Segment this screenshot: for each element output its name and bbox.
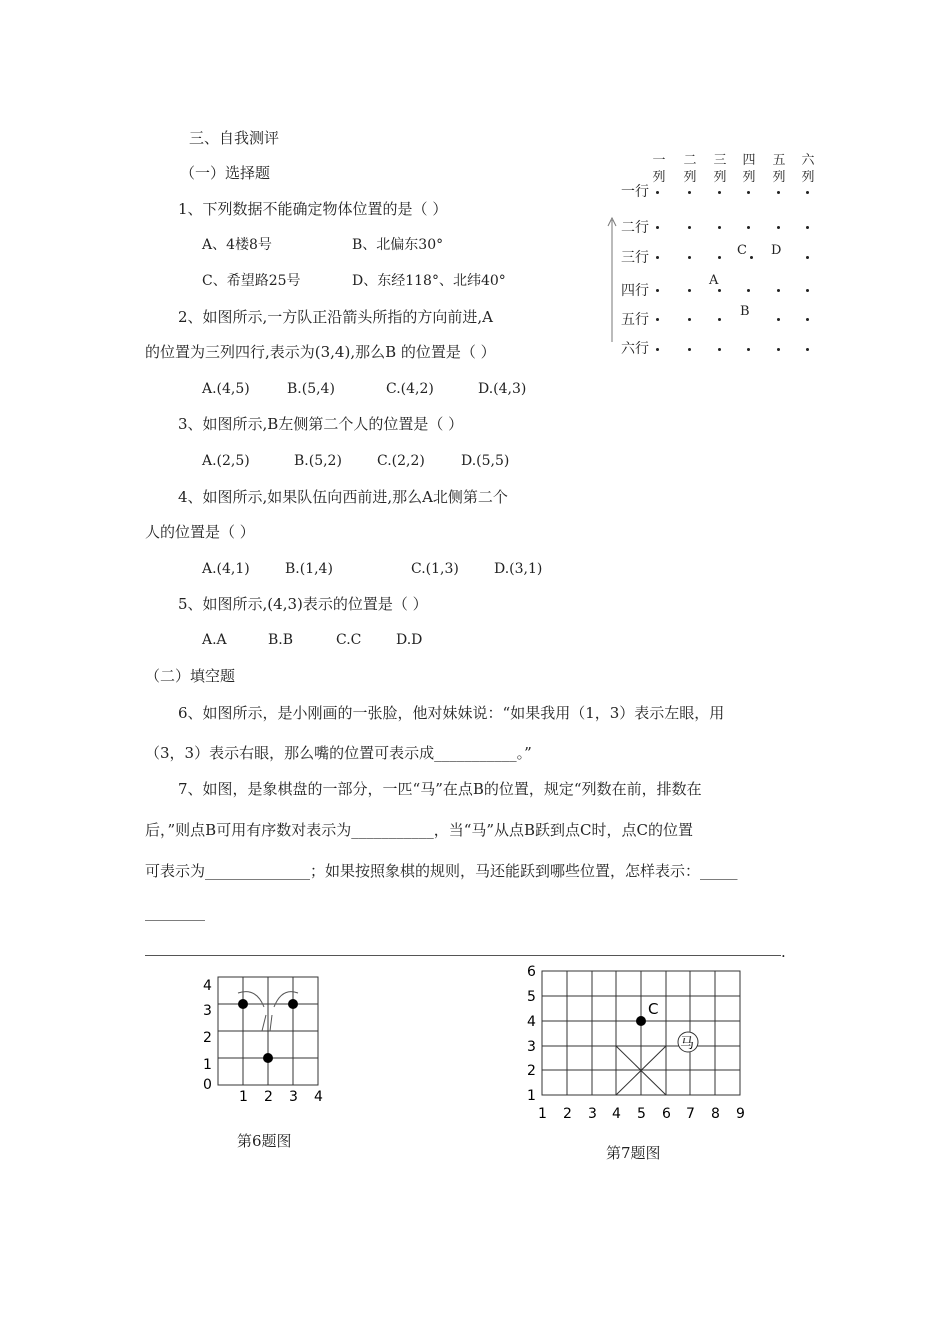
- row-label-1: 一行: [621, 184, 649, 200]
- fig7-x-tick: 9: [736, 1106, 745, 1122]
- fig6-x-tick: 3: [289, 1089, 298, 1105]
- q2-option-c: C.(4,2): [386, 381, 434, 397]
- q2-option-b: B.(5,4): [287, 381, 335, 397]
- q1-option-d: D、东经118°、北纬40°: [352, 273, 506, 289]
- q2-stem-line2: 的位置为三列四行,表示为(3,4),那么B 的位置是（ ）: [145, 343, 496, 361]
- formation-dot: [718, 318, 721, 321]
- q5-option-d: D.D: [396, 632, 423, 648]
- formation-dot: [777, 226, 780, 229]
- formation-dot: [777, 318, 780, 321]
- formation-dot: [656, 191, 659, 194]
- right-eye-point: [288, 999, 298, 1009]
- row-label-5: 五行: [621, 312, 649, 328]
- q3-option-c: C.(2,2): [377, 453, 425, 469]
- formation-dot: [718, 289, 721, 292]
- formation-dot: [718, 226, 721, 229]
- fig7-y-tick: 4: [527, 1014, 536, 1030]
- fig7-y-tick: 5: [527, 989, 536, 1005]
- column-label-5: 五 列: [772, 153, 786, 185]
- mouth-point: [263, 1053, 273, 1063]
- fig6-y-tick: 2: [203, 1030, 212, 1046]
- q1-stem: 1、下列数据不能确定物体位置的是（ ）: [178, 200, 448, 218]
- q4-stem-line2: 人的位置是（ ）: [145, 523, 255, 541]
- fig6-caption: 第6题图: [237, 1132, 292, 1150]
- fig7-x-tick: 6: [662, 1106, 671, 1122]
- part2-title: （二）填空题: [145, 667, 236, 685]
- part1-title: （一）选择题: [180, 164, 271, 182]
- q7-line2: 后，”则点B可用有序数对表示为___________，当“马”从点B跃到点C时，点C的位置: [145, 821, 694, 839]
- fig7-y-tick: 1: [527, 1088, 536, 1104]
- fig7-y-tick: 6: [527, 964, 536, 980]
- q7-line1: 7、如图，是象棋盘的一部分，一匹“马”在点B的位置，规定“列数在前，排数在: [178, 780, 702, 798]
- point-d-label: D: [771, 243, 782, 258]
- formation-dot: [656, 256, 659, 259]
- q6-line2: （3，3）表示右眼，那么嘴的位置可表示成___________。”: [145, 744, 532, 762]
- q3-option-a: A.(2,5): [202, 453, 250, 469]
- q2-option-a: A.(4,5): [202, 381, 250, 397]
- fig7-x-tick: 1: [538, 1106, 547, 1122]
- point-b-label: B: [740, 304, 750, 319]
- q1-option-c: C、希望路25号: [202, 273, 301, 289]
- formation-dot: [806, 318, 809, 321]
- formation-dot: [656, 226, 659, 229]
- fig7-y-tick: 2: [527, 1063, 536, 1079]
- point-a-label: A: [709, 273, 719, 288]
- formation-dot: [688, 256, 691, 259]
- horse-piece-label: 马: [680, 1036, 694, 1052]
- fig6-x-tick: 2: [264, 1089, 273, 1105]
- column-label-4: 四 列: [742, 153, 756, 185]
- fig6-y-tick: 4: [203, 978, 212, 994]
- fig6-y-tick: 1: [203, 1057, 212, 1073]
- formation-dot: [806, 191, 809, 194]
- q4-option-a: A.(4,1): [202, 561, 250, 577]
- fig6-x-tick: 4: [314, 1089, 323, 1105]
- column-label-3: 三 列: [713, 153, 727, 185]
- fig7-x-tick: 4: [612, 1106, 621, 1122]
- fig6-y-tick: 3: [203, 1003, 212, 1019]
- point-c-marker: [636, 1016, 646, 1026]
- formation-dot: [718, 348, 721, 351]
- row-label-6: 六行: [621, 341, 649, 357]
- fig6-x-tick: 1: [239, 1089, 248, 1105]
- q2-option-d: D.(4,3): [478, 381, 527, 397]
- formation-dot: [688, 289, 691, 292]
- fig7-x-tick: 8: [711, 1106, 720, 1122]
- column-label-6: 六 列: [801, 153, 815, 185]
- formation-dot: [688, 191, 691, 194]
- q6-line1: 6、如图所示，是小刚画的一张脸，他对妹妹说：“如果我用（1，3）表示左眼，用: [178, 704, 725, 722]
- q4-stem-line1: 4、如图所示,如果队伍向西前进,那么A北侧第二个: [178, 488, 508, 506]
- q4-option-b: B.(1,4): [285, 561, 333, 577]
- formation-dot: [806, 256, 809, 259]
- formation-dot: [777, 348, 780, 351]
- q2-stem-line1: 2、如图所示,一方队正沿箭头所指的方向前进,A: [178, 308, 493, 326]
- q5-stem: 5、如图所示,(4,3)表示的位置是（ ）: [178, 595, 428, 613]
- formation-dot: [777, 191, 780, 194]
- fig6-face-grid: [190, 965, 340, 1105]
- row-label-3: 三行: [621, 250, 649, 266]
- formation-dot: [806, 226, 809, 229]
- formation-dot: [750, 256, 753, 259]
- formation-dot: [688, 226, 691, 229]
- formation-dot: [747, 226, 750, 229]
- fig7-x-tick: 3: [588, 1106, 597, 1122]
- fig7-x-tick: 2: [563, 1106, 572, 1122]
- formation-dot: [747, 191, 750, 194]
- q1-option-b: B、北偏东30°: [352, 237, 444, 253]
- q5-option-c: C.C: [336, 632, 362, 648]
- left-eye-point: [238, 999, 248, 1009]
- formation-dot: [656, 318, 659, 321]
- fig7-x-tick: 7: [686, 1106, 695, 1122]
- q4-option-c: C.(1,3): [411, 561, 459, 577]
- fig7-x-tick: 5: [637, 1106, 646, 1122]
- column-label-1: 一 列: [652, 153, 666, 185]
- q7-line4: ________: [145, 903, 205, 921]
- point-c-label: C: [737, 243, 747, 258]
- q3-option-b: B.(5,2): [294, 453, 342, 469]
- formation-dot: [718, 191, 721, 194]
- q3-option-d: D.(5,5): [461, 453, 510, 469]
- row-label-2: 二行: [621, 220, 649, 236]
- q5-option-a: A.A: [202, 632, 227, 648]
- q7-end-mark: .: [781, 943, 786, 961]
- q5-option-b: B.B: [268, 632, 294, 648]
- formation-dot: [777, 289, 780, 292]
- fig7-caption: 第7题图: [606, 1144, 661, 1162]
- column-label-2: 二 列: [683, 153, 697, 185]
- q4-option-d: D.(3,1): [494, 561, 543, 577]
- formation-dot: [747, 348, 750, 351]
- q7-line3: 可表示为______________；如果按照象棋的规则，马还能跃到哪些位置，怎样表示：_____: [145, 862, 738, 880]
- q1-option-a: A、4楼8号: [202, 237, 272, 253]
- section-title: 三、自我测评: [189, 129, 280, 147]
- formation-dot: [747, 289, 750, 292]
- formation-dot: [806, 289, 809, 292]
- point-c-label: C: [648, 1000, 659, 1018]
- direction-arrow-icon: [604, 214, 620, 344]
- formation-dot: [688, 318, 691, 321]
- fig7-y-tick: 3: [527, 1039, 536, 1055]
- formation-dot: [656, 289, 659, 292]
- formation-dot: [688, 348, 691, 351]
- formation-dot: [718, 256, 721, 259]
- row-label-4: 四行: [621, 283, 649, 299]
- fig6-y-tick: 0: [203, 1077, 212, 1093]
- q3-stem: 3、如图所示,B左侧第二个人的位置是（ ）: [178, 415, 464, 433]
- q7-answer-line: [145, 955, 781, 956]
- formation-dot: [656, 348, 659, 351]
- fig7-chessboard: [520, 962, 755, 1124]
- formation-dot: [806, 348, 809, 351]
